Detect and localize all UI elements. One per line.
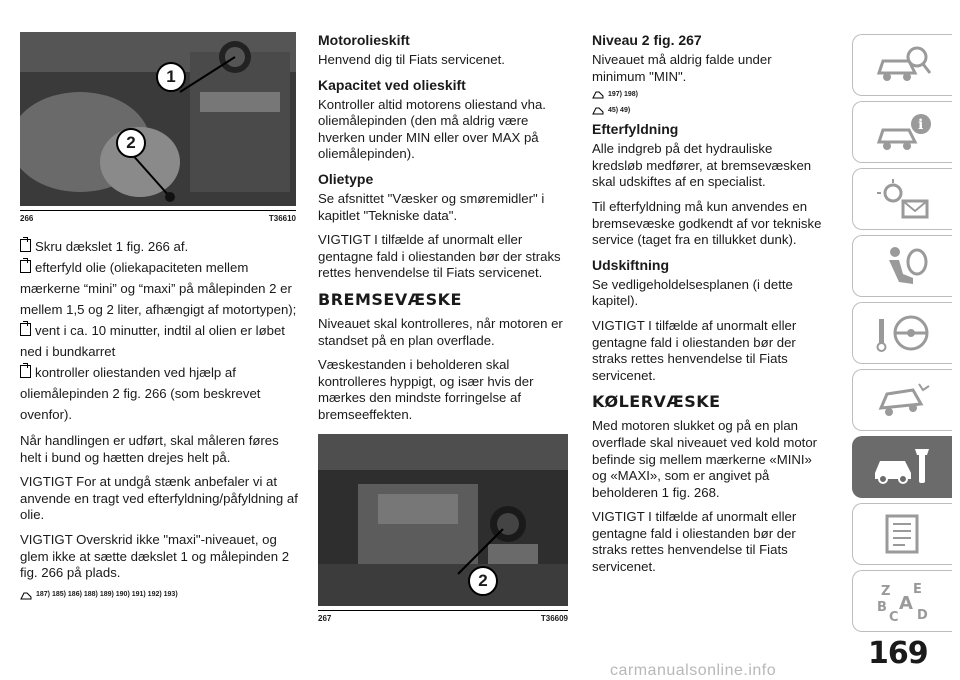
callout-1: 1	[156, 62, 186, 92]
checklist-icon	[873, 512, 933, 556]
bullet-item: vent i ca. 10 minutter, indtil al olien er løbet ned i bundkarret	[20, 323, 285, 359]
car-wrench-icon	[871, 445, 935, 489]
figure-label: 266	[20, 214, 34, 223]
paragraph: Med motoren slukket og på en plan overflade skal niveauet ved kold motor befinde sig mellem mærkerne «MINI» og «MAXI», som er angivet på beholderen 1 fig. 268.	[592, 418, 818, 500]
column-1	[20, 236, 300, 606]
paragraph: VIGTIGT Overskrid ikke "maxi"-niveauet, og glem ikke at sætte dækslet 1 og målepinden 2 fig. 266 på plads.	[20, 531, 290, 581]
heading-bremsevaeske: BREMSEVÆSKE	[318, 289, 462, 309]
tab-warning-lights[interactable]	[852, 168, 952, 230]
chapter-tabs	[852, 34, 960, 637]
callout-2: 2	[468, 566, 498, 596]
heading-kapacitet: Kapacitet ved olieskift	[318, 76, 466, 93]
tab-car-crash[interactable]	[852, 369, 952, 431]
car-magnifier-icon	[873, 43, 933, 87]
paragraph: Niveauet må aldrig falde under minimum "MIN".	[592, 52, 772, 84]
paragraph: Kontroller altid motorens oliestand vha. oliemålepinden (den må aldrig være hverken under MIN eller over MAX på oliemålepinden).	[318, 96, 546, 162]
bullet-item: efterfyld olie (oliekapaciteten mellem mærkerne “mini” og “maxi” på målepinden 2 er mellem 1,5 og 2 liter, afhængigt af motortypen);	[20, 260, 297, 317]
paragraph: Væskestanden i beholderen skal kontrolleres hyppigt, og især hvis der mærkes den mindste forringelse af bremseeffekten.	[318, 357, 534, 422]
paragraph: Se afsnittet "Væsker og smøremidler" i kapitlet "Tekniske data".	[318, 190, 545, 223]
figure-code: T36610	[268, 214, 296, 223]
svg-text:B: B	[876, 600, 887, 615]
svg-text:Z: Z	[880, 584, 890, 599]
paragraph: Niveauet skal kontrolleres, når motoren er standset på en plan overflade.	[318, 315, 563, 348]
paragraph: VIGTIGT I tilfælde af unormalt eller gentagne fald i oliestanden bør der straks rettes henvendelse til Fiats servicenet.	[592, 317, 797, 383]
bullet-item: Skru dækslet 1 fig. 266 af.	[20, 236, 300, 257]
tab-car-magnifier[interactable]	[852, 34, 952, 96]
svg-text:i: i	[917, 117, 923, 133]
svg-text:D: D	[916, 608, 928, 623]
heading-kolervaeske: KØLERVÆSKE	[592, 392, 721, 412]
heading-udskiftning: Udskiftning	[592, 256, 669, 273]
paragraph: VIGTIGT I tilfælde af unormalt eller gentagne fald i oliestanden bør der straks rettes henvendelse til Fiats servicenet.	[592, 509, 797, 575]
checkbox-icon	[20, 260, 31, 273]
heading-efterfyldning: Efterfyldning	[592, 121, 679, 138]
figure-267-caption	[318, 610, 568, 623]
page-number: 169	[868, 636, 928, 671]
checkbox-icon	[20, 323, 31, 336]
figure-code: T36609	[540, 614, 568, 623]
svg-text:C: C	[888, 610, 899, 623]
heading-motorolieskift: Motorolieskift	[318, 32, 410, 48]
figure-label: 267	[318, 614, 332, 623]
tab-checklist[interactable]	[852, 503, 952, 565]
warning-hand-icon	[592, 89, 604, 99]
tab-car-info[interactable]	[852, 101, 952, 163]
paragraph: Henvend dig til Fiats servicenet.	[318, 52, 505, 67]
bullet-item: kontroller oliestanden ved hjælp af oliemålepinden 2 fig. 266 (som beskrevet ovenfor).	[20, 365, 261, 422]
watermark: carmanualsonline.info	[610, 662, 777, 679]
svg-text:A: A	[898, 593, 913, 614]
alphabet-index-icon	[873, 579, 933, 623]
tab-alphabet-index[interactable]	[852, 570, 952, 632]
paragraph: Se vedligeholdelsesplanen (i dette kapitel).	[592, 276, 793, 309]
caution-references: 45) 49)	[592, 105, 824, 115]
warning-hand-icon	[20, 590, 32, 600]
warning-lights-icon	[873, 177, 933, 221]
tab-steering-key[interactable]	[852, 302, 952, 364]
tab-car-wrench[interactable]	[852, 436, 952, 498]
car-info-icon	[873, 110, 933, 154]
checkbox-icon	[20, 365, 31, 378]
airbag-icon	[873, 244, 933, 288]
warning-references: 187) 185) 186) 188) 189) 190) 191) 192) 193)	[20, 590, 300, 600]
caution-hand-icon	[592, 105, 604, 115]
checkbox-icon	[20, 239, 31, 252]
paragraph: Når handlingen er udført, skal måleren føres helt i bund og hætten drejes helt på.	[20, 433, 279, 465]
steering-key-icon	[873, 311, 933, 355]
heading-niveau: Niveau 2 fig. 267	[592, 32, 702, 48]
figure-267-photo	[318, 434, 568, 606]
callout-2: 2	[116, 128, 146, 158]
column-3	[592, 32, 824, 584]
tab-airbag[interactable]	[852, 235, 952, 297]
svg-text:E: E	[912, 582, 922, 597]
figure-266-photo	[20, 32, 296, 206]
paragraph: Til efterfyldning må kun anvendes en bremsevæske godkendt af vor tekniske service (taget fra en tillukket dunk).	[592, 198, 822, 248]
paragraph: VIGTIGT For at undgå stænk anbefaler vi at anvende en tragt ved efterfyldning/påfyldning af olie.	[20, 474, 298, 523]
heading-olietype: Olietype	[318, 170, 374, 187]
paragraph: Alle indgreb på det hydrauliske kredsløb medfører, at bremsevæsken skal udskiftes af en specialist.	[592, 141, 812, 190]
car-crash-icon	[873, 378, 933, 422]
paragraph: VIGTIGT I tilfælde af unormalt eller gentagne fald i oliestanden bør der straks rettes henvendelse til Fiats servicenet.	[318, 232, 561, 281]
figure-266-caption	[20, 210, 296, 223]
column-2	[318, 32, 566, 432]
warning-references: 197) 198)	[592, 89, 824, 99]
